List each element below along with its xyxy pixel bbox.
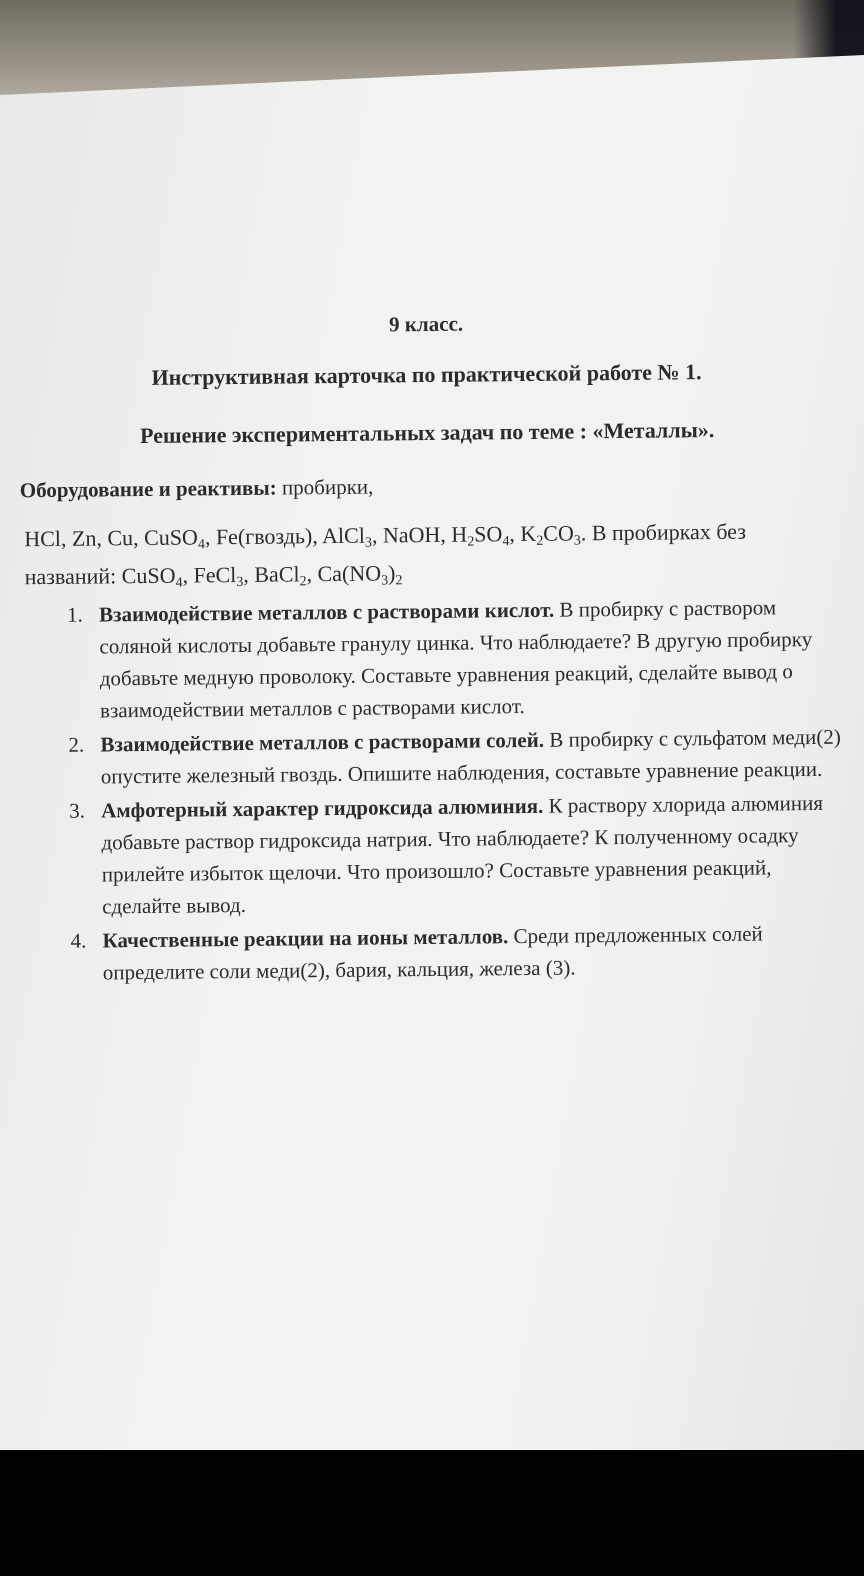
topic-title: Решение экспериментальных задач по теме : «Металлы». (139, 417, 715, 449)
reagents-list (24, 512, 855, 597)
subscript: 2 (536, 533, 544, 549)
reagents-text: названий: CuSO (24, 562, 176, 590)
task-title: Взаимодействие металлов с растворами кислот. (98, 597, 555, 627)
task-title: Амфотерный характер гидроксида алюминия. (101, 793, 544, 823)
task-list (59, 591, 853, 991)
reagents-text: HCl, Zn, Cu, CuSO (24, 524, 199, 552)
subscript: 4 (175, 575, 183, 591)
task-title: Взаимодействие металлов с растворами солей. (100, 727, 545, 757)
task-text: Среди предложенных солей определите соли меди(2), бария, кальция, железа (3). (102, 921, 763, 985)
reagents-text: , Ca(NO (306, 560, 382, 587)
task-number: 2. (68, 732, 85, 757)
reagents-text: , NaOH, H (371, 521, 468, 548)
subscript: 2 (395, 573, 403, 589)
equipment-line (20, 475, 374, 504)
reagents-text: . В пробирках без (580, 518, 747, 546)
task-number: 1. (66, 602, 83, 627)
bottom-black-bar (0, 1450, 864, 1576)
task-title: Качественные реакции на ионы металлов. (102, 924, 509, 953)
reagents-text: , K (509, 520, 537, 547)
task-text: К раствору хлорида алюминия добавьте раствор гидроксида натрия. Что наблюдаете? К полученному осадку прилейте избыток щелочи. Что произошло? Составьте уравнения реакций, сделайте вывод. (101, 790, 824, 919)
task-text: В пробирку с сульфатом меди(2) опустите железный гвоздь. Опишите наблюдения, составьте уравнение реакции. (100, 724, 841, 789)
subscript: 3 (364, 535, 373, 551)
task-item (62, 917, 853, 989)
task-item (61, 787, 852, 923)
subscript: 4 (197, 537, 206, 553)
subscript: 2 (299, 574, 307, 590)
card-title: Инструктивная карточка по практической работе № 1. (151, 359, 702, 390)
reagents-text: SO (474, 521, 503, 547)
equipment-value: пробирки, (281, 474, 374, 500)
reagents-text: , BaCl (243, 561, 300, 587)
subscript: 3 (236, 574, 244, 591)
subscript: 3 (573, 533, 581, 549)
grade-heading: 9 класс. (388, 311, 464, 337)
subscript: 3 (381, 573, 389, 589)
equipment-label: Оборудование и реактивы: (19, 475, 277, 503)
reagents-line-2 (24, 550, 854, 597)
task-number: 3. (69, 798, 86, 823)
task-item (59, 591, 850, 727)
subscript: 4 (502, 534, 510, 550)
reagents-text: CO (543, 520, 574, 546)
reagents-text: , FeCl (182, 562, 237, 588)
task-number: 4. (70, 928, 87, 953)
subscript: 2 (467, 534, 475, 550)
task-text: В пробирку с раствором соляной кислоты добавьте гранулу цинка. Что наблюдаете? В другую пробирку добавьте медную проволоку. Составьте уравнения реакций, сделайте вывод о взаимодействии металлов с растворами кислот. (99, 595, 813, 723)
reagents-text: , Fe(гвоздь), AlCl (204, 522, 366, 550)
reagents-text: ) (387, 560, 396, 586)
task-item (60, 721, 851, 793)
